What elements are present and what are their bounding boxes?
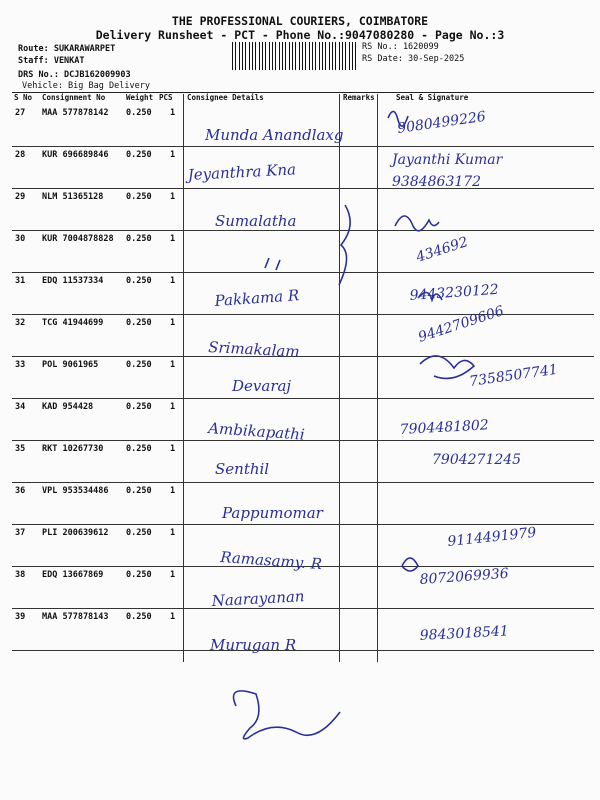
- table-row: [12, 440, 594, 483]
- col-header-pcs: PCS: [159, 93, 173, 102]
- row-consignment-no: KUR 7004878828: [42, 234, 114, 244]
- row-consignment-no: PLI 200639612: [42, 528, 109, 538]
- table-row: [12, 566, 594, 609]
- row-weight: 0.250: [126, 444, 152, 454]
- row-pcs: 1: [170, 486, 176, 496]
- row-sno: 35: [15, 444, 26, 454]
- row-pcs: 1: [170, 360, 176, 370]
- row-pcs: 1: [170, 570, 176, 580]
- row-weight: 0.250: [126, 192, 152, 202]
- row-consignment-no: KAD 954428: [42, 402, 94, 412]
- row-pcs: 1: [170, 150, 176, 160]
- table-row: [12, 356, 594, 399]
- row-weight: 0.250: [126, 612, 152, 622]
- row-weight: 0.250: [126, 276, 152, 286]
- rs-date: RS Date: 30-Sep-2025: [362, 54, 465, 64]
- row-consignment-no: MAA 577878143: [42, 612, 109, 622]
- table-row: [12, 608, 594, 651]
- consignee-handwritten-name: Devaraj: [232, 377, 292, 395]
- row-weight: 0.250: [126, 528, 152, 538]
- signature-handwritten-entry: 7904481802: [399, 417, 490, 438]
- col-header-weight: Weight: [126, 93, 154, 102]
- signature-handwritten-entry: 9443230122: [409, 281, 500, 304]
- row-sno: 28: [15, 150, 26, 160]
- table-row: [12, 524, 594, 567]
- consignee-handwritten-name: Ramasamy. R: [219, 548, 323, 574]
- table-row: [12, 188, 594, 231]
- table-row: [12, 482, 594, 525]
- rs-number: RS No.: 1620099: [362, 42, 439, 52]
- row-sno: 30: [15, 234, 26, 244]
- consignee-handwritten-name: Pappumomar: [222, 504, 323, 522]
- row-pcs: 1: [170, 444, 176, 454]
- signature-handwritten-entry: 9843018541: [419, 623, 510, 644]
- row-consignment-no: EDQ 13667869: [42, 570, 104, 580]
- consignee-handwritten-name: Naarayanan: [211, 587, 305, 610]
- row-sno: 29: [15, 192, 26, 202]
- signature-handwritten-entry: 8072069936: [419, 565, 510, 588]
- col-header-consignee: Consignee Details: [187, 93, 264, 102]
- row-sno: 38: [15, 570, 26, 580]
- consignee-handwritten-name: Ambikapathi: [207, 419, 306, 444]
- table-row: [12, 230, 594, 273]
- scribbled-signature: [234, 691, 341, 739]
- table-row: [12, 146, 594, 189]
- table-row: [12, 104, 594, 147]
- row-weight: 0.250: [126, 234, 152, 244]
- runsheet-subtitle: Delivery Runsheet - PCT - Phone No.:9047080280 - Page No.:3: [95, 28, 505, 42]
- row-pcs: 1: [170, 612, 176, 622]
- row-consignment-no: NLM 51365128: [42, 192, 104, 202]
- consignee-handwritten-name: Murugan R: [210, 636, 297, 654]
- consignee-handwritten-name: Senthil: [215, 460, 270, 478]
- row-pcs: 1: [170, 528, 176, 538]
- vehicle-label: Vehicle: Big Bag Delivery: [22, 81, 150, 91]
- row-weight: 0.250: [126, 402, 152, 412]
- col-header-signature: Seal & Signature: [396, 93, 469, 102]
- consignee-handwritten-name: Munda Anandlaxg: [205, 126, 344, 144]
- staff-label: Staff: VENKAT: [18, 56, 85, 66]
- col-header-consignment: Consignment No: [42, 93, 106, 102]
- drs-label: DRS No.: DCJB162009903: [18, 70, 131, 80]
- table-row: [12, 314, 594, 357]
- row-sno: 34: [15, 402, 26, 412]
- route-label: Route: SUKARAWARPET: [18, 44, 116, 54]
- row-consignment-no: RKT 10267730: [42, 444, 104, 454]
- signature-handwritten-entry: 434692: [414, 234, 471, 266]
- row-sno: 39: [15, 612, 26, 622]
- consignee-handwritten-name: Srimakalam: [207, 338, 301, 361]
- signature-handwritten-entry: 7904271245: [432, 452, 522, 468]
- row-pcs: 1: [170, 318, 176, 328]
- consignee-handwritten-name: Jeyanthra Kna: [187, 160, 297, 184]
- company-title: THE PROFESSIONAL COURIERS, COIMBATORE: [171, 14, 429, 28]
- signature-handwritten-entry: 7358507741: [468, 361, 559, 390]
- consignee-handwritten-name: Pakkama R: [214, 286, 300, 310]
- row-weight: 0.250: [126, 150, 152, 160]
- barcode-image: [232, 42, 356, 70]
- table-row: [12, 398, 594, 441]
- signature-handwritten-entry: 9384863172: [392, 174, 482, 190]
- row-consignment-no: KUR 696689846: [42, 150, 109, 160]
- row-consignment-no: POL 9061965: [42, 360, 99, 370]
- row-weight: 0.250: [126, 570, 152, 580]
- row-weight: 0.250: [126, 318, 152, 328]
- row-consignment-no: TCG 41944699: [42, 318, 104, 328]
- row-sno: 36: [15, 486, 26, 496]
- row-weight: 0.250: [126, 486, 152, 496]
- row-weight: 0.250: [126, 360, 152, 370]
- row-sno: 31: [15, 276, 26, 286]
- row-consignment-no: MAA 577878142: [42, 108, 109, 118]
- signature-handwritten-entry: 9114491979: [446, 524, 538, 550]
- row-consignment-no: VPL 953534486: [42, 486, 109, 496]
- row-pcs: 1: [170, 108, 176, 118]
- col-header-remarks: Remarks: [343, 93, 375, 102]
- col-header-sno: S No: [14, 93, 33, 102]
- table-row: [12, 272, 594, 315]
- row-sno: 27: [15, 108, 26, 118]
- consignee-handwritten-name: Sumalatha: [215, 212, 297, 230]
- row-sno: 37: [15, 528, 26, 538]
- row-pcs: 1: [170, 234, 176, 244]
- row-pcs: 1: [170, 276, 176, 286]
- row-pcs: 1: [170, 402, 176, 412]
- row-weight: 0.250: [126, 108, 152, 118]
- signature-handwritten-entry: Jayanthi Kumar: [392, 152, 503, 168]
- row-sno: 32: [15, 318, 26, 328]
- row-sno: 33: [15, 360, 26, 370]
- row-consignment-no: EDQ 11537334: [42, 276, 104, 286]
- signature-handwritten-entry: 9080499226: [396, 108, 487, 137]
- row-pcs: 1: [170, 192, 176, 202]
- signature-handwritten-entry: 9442709606: [416, 303, 506, 346]
